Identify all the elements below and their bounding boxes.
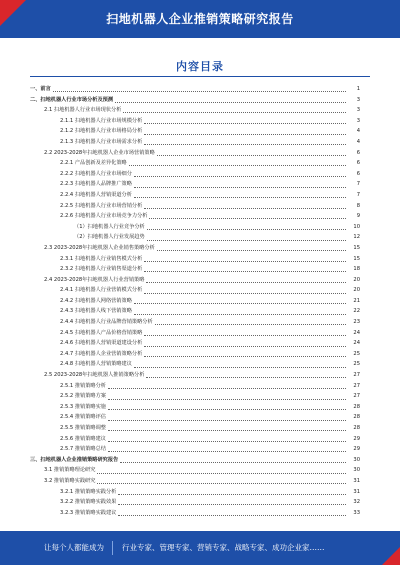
toc-entry[interactable] xyxy=(30,423,360,434)
toc-entry-page: 27 xyxy=(353,382,360,389)
toc-entry-label: 2.3 2023-2028年扫地机器人企业销售策略分析 xyxy=(44,244,155,251)
toc-leader-dots xyxy=(134,182,346,188)
toc-entry-page: 15 xyxy=(353,255,360,262)
toc-leader-dots xyxy=(149,213,346,219)
toc-entry-label: （2）扫地机器人行业发展趋势 xyxy=(74,234,145,241)
toc-leader-dots xyxy=(155,319,346,325)
toc-entry-page: 9 xyxy=(356,213,360,220)
toc-leader-dots xyxy=(144,330,346,336)
toc-entry-label: 2.2.6 扫地机器人行业市场竞争力分析 xyxy=(60,213,148,220)
toc-entry-label: 2.5.4 推销策略评估 xyxy=(60,414,106,421)
toc-leader-dots xyxy=(134,362,346,368)
toc-entry-page: 4 xyxy=(356,128,360,135)
toc-entry[interactable] xyxy=(30,232,360,243)
toc-entry-page: 1 xyxy=(356,86,360,92)
toc-entry[interactable] xyxy=(30,84,360,95)
toc-entry[interactable] xyxy=(30,211,360,222)
table-of-contents xyxy=(30,84,360,518)
toc-entry[interactable] xyxy=(30,275,360,286)
toc-entry-page: 21 xyxy=(353,297,360,304)
toc-leader-dots xyxy=(144,288,346,294)
toc-entry[interactable] xyxy=(30,126,360,137)
toc-entry-page: 32 xyxy=(353,499,360,506)
toc-entry-label: 一、前言 xyxy=(30,86,51,92)
toc-leader-dots xyxy=(108,383,346,389)
toc-entry[interactable] xyxy=(30,359,360,370)
toc-leader-dots xyxy=(115,97,346,103)
toc-entry[interactable] xyxy=(30,148,360,159)
toc-leader-dots xyxy=(147,224,346,230)
toc-entry-label: 2.5.1 推销策略分析 xyxy=(60,382,106,389)
toc-leader-dots xyxy=(134,298,346,304)
toc-leader-dots xyxy=(144,139,346,145)
toc-entry-page: 22 xyxy=(353,308,360,315)
toc-entry-label: 2.2.2 扫地机器人行业市场细分 xyxy=(60,170,132,177)
toc-entry[interactable] xyxy=(30,508,360,519)
toc-entry-label: 3.2.3 推销策略实践建议 xyxy=(60,509,117,516)
toc-entry-page: 28 xyxy=(353,414,360,421)
toc-entry-label: 2.5.3 推销策略实施 xyxy=(60,403,106,410)
toc-entry[interactable] xyxy=(30,179,360,190)
toc-entry-label: 2.4.4 扫地机器人行业品牌营销策略分析 xyxy=(60,319,153,326)
toc-entry-page: 3 xyxy=(356,96,360,103)
toc-leader-dots xyxy=(97,478,346,484)
toc-entry[interactable] xyxy=(30,105,360,116)
toc-entry-label: 2.2.5 扫地机器人行业市场营销分析 xyxy=(60,202,143,209)
toc-entry-page: 8 xyxy=(356,202,360,209)
toc-entry-page: 6 xyxy=(356,170,360,177)
toc-entry-label: 2.1.1 扫地机器人行业市场规模分析 xyxy=(60,117,143,124)
toc-entry-page: 33 xyxy=(353,509,360,516)
toc-entry-label: 2.3.2 扫地机器人行业销售渠道分析 xyxy=(60,266,143,273)
toc-leader-dots xyxy=(118,489,346,495)
toc-entry-page: 6 xyxy=(356,149,360,156)
toc-entry-label: 2.4.1 扫地机器人行业营销模式分析 xyxy=(60,287,143,294)
toc-entry[interactable] xyxy=(30,95,360,106)
toc-leader-dots xyxy=(144,256,346,262)
toc-entry[interactable] xyxy=(30,391,360,402)
toc-entry[interactable] xyxy=(30,169,360,180)
toc-entry[interactable] xyxy=(30,370,360,381)
toc-leader-dots xyxy=(108,425,346,431)
footer-divider xyxy=(112,541,113,555)
toc-entry[interactable] xyxy=(30,116,360,127)
toc-leader-dots xyxy=(120,457,346,463)
toc-leader-dots xyxy=(144,129,346,135)
toc-entry-label: （1）扫地机器人行业竞争分析 xyxy=(74,223,145,230)
toc-entry-page: 4 xyxy=(356,138,360,145)
header-banner xyxy=(0,0,400,38)
toc-leader-dots xyxy=(144,118,346,124)
toc-entry[interactable] xyxy=(30,434,360,445)
toc-leader-dots xyxy=(108,394,346,400)
toc-entry[interactable] xyxy=(30,190,360,201)
toc-leader-dots xyxy=(108,446,346,452)
toc-entry-label: 2.4.7 扫地机器人企业营销策略分析 xyxy=(60,350,143,357)
toc-entry[interactable] xyxy=(30,264,360,275)
toc-leader-dots xyxy=(157,245,346,251)
toc-entry[interactable] xyxy=(30,497,360,508)
toc-entry[interactable] xyxy=(30,465,360,476)
toc-leader-dots xyxy=(144,266,346,272)
toc-leader-dots xyxy=(147,235,346,241)
toc-leader-dots xyxy=(108,404,346,410)
toc-entry-label: 2.1.2 扫地机器人行业市场格局分析 xyxy=(60,128,143,135)
toc-entry-label: 2.4.3 扫地机器人线下营销策略 xyxy=(60,308,132,315)
toc-leader-dots xyxy=(123,107,346,113)
toc-entry-page: 7 xyxy=(356,191,360,198)
toc-leader-dots xyxy=(129,160,346,166)
toc-leader-dots xyxy=(146,277,346,283)
toc-entry-label: 2.2 2023-2028年扫地机器人企业市场营销策略 xyxy=(44,149,155,156)
footer-slogan: 让每个人都能成为 xyxy=(44,543,104,552)
toc-leader-dots xyxy=(108,415,346,421)
toc-entry[interactable] xyxy=(30,328,360,339)
toc-leader-dots xyxy=(134,192,346,198)
toc-entry[interactable] xyxy=(30,137,360,148)
toc-entry-label: 二、扫地机器人行业市场分析及预测 xyxy=(30,96,114,103)
toc-entry-page: 23 xyxy=(353,319,360,326)
toc-entry-label: 2.2.1 产品创新及差异化策略 xyxy=(60,160,127,167)
toc-entry-page: 31 xyxy=(353,477,360,484)
toc-leader-dots xyxy=(134,309,346,315)
toc-entry[interactable] xyxy=(30,201,360,212)
toc-entry[interactable] xyxy=(30,243,360,254)
toc-entry-label: 2.5.6 推销策略建议 xyxy=(60,435,106,442)
toc-entry-label: 3.1 推销策略理论研究 xyxy=(44,467,96,474)
toc-entry-label: 2.5.5 推销策略调整 xyxy=(60,425,106,431)
toc-entry-page: 25 xyxy=(353,350,360,357)
toc-entry[interactable] xyxy=(30,317,360,328)
toc-entry[interactable] xyxy=(30,381,360,392)
toc-entry[interactable] xyxy=(30,455,360,466)
toc-entry-page: 20 xyxy=(353,276,360,283)
toc-entry-label: 2.4.2 扫地机器人网络营销策略 xyxy=(60,297,132,304)
toc-entry[interactable] xyxy=(30,296,360,307)
footer-roles: 行业专家、管理专家、营销专家、战略专家、成功企业家…… xyxy=(122,543,325,552)
toc-leader-dots xyxy=(108,436,346,442)
toc-entry-page: 12 xyxy=(353,234,360,241)
toc-leader-dots xyxy=(146,372,346,378)
toc-entry-page: 20 xyxy=(353,287,360,294)
toc-entry-label: 3.2 推销策略实践研究 xyxy=(44,477,96,484)
toc-entry-page: 7 xyxy=(356,181,360,188)
toc-entry[interactable] xyxy=(30,476,360,487)
toc-entry[interactable] xyxy=(30,444,360,455)
toc-entry-page: 28 xyxy=(353,403,360,410)
toc-entry-label: 2.5.7 推销策略总结 xyxy=(60,446,106,453)
toc-entry-label: 3.2.1 推销策略实践分析 xyxy=(60,488,117,495)
toc-entry-page: 30 xyxy=(353,456,360,463)
toc-entry-page: 30 xyxy=(353,467,360,474)
toc-title: 内容目录 xyxy=(176,60,224,73)
toc-leader-dots xyxy=(118,510,346,516)
toc-entry-label: 2.4.5 扫地机器人产品价格营销策略 xyxy=(60,329,143,336)
toc-entry[interactable] xyxy=(30,402,360,413)
toc-entry-page: 18 xyxy=(353,266,360,273)
toc-entry[interactable] xyxy=(30,158,360,169)
toc-entry[interactable] xyxy=(30,254,360,265)
toc-leader-dots xyxy=(144,203,346,209)
toc-entry-label: 2.2.3 扫地机器人品牌推广策略 xyxy=(60,181,132,188)
toc-leader-dots xyxy=(144,351,346,357)
toc-entry[interactable] xyxy=(30,412,360,423)
toc-entry-page: 25 xyxy=(353,361,360,368)
toc-entry-page: 15 xyxy=(353,244,360,251)
toc-entry-label: 2.1 扫地机器人行业市场现状分析 xyxy=(44,107,122,114)
toc-entry-label: 2.5 2023-2028年扫地机器人推销策略分析 xyxy=(44,372,145,379)
toc-entry-page: 10 xyxy=(353,223,360,230)
toc-entry[interactable] xyxy=(30,285,360,296)
toc-entry[interactable] xyxy=(30,338,360,349)
toc-divider xyxy=(30,76,370,77)
toc-entry[interactable] xyxy=(30,349,360,360)
toc-entry-label: 2.5.2 推销策略方案 xyxy=(60,393,106,400)
toc-entry-label: 2.2.4 扫地机器人营销渠道分析 xyxy=(60,191,132,198)
report-title: 扫地机器人企业推销策略研究报告 xyxy=(106,12,294,26)
toc-leader-dots xyxy=(53,86,346,92)
toc-entry-page: 24 xyxy=(353,329,360,336)
toc-entry-label: 2.4.8 扫地机器人营销策略建议 xyxy=(60,361,132,368)
toc-entry-label: 3.2.2 推销策略实践效果 xyxy=(60,499,117,506)
toc-entry-page: 31 xyxy=(353,488,360,495)
toc-entry-page: 29 xyxy=(353,446,360,453)
toc-entry[interactable] xyxy=(30,222,360,233)
toc-entry-label: 三、扫地机器人企业推销策略研究报告 xyxy=(30,456,119,463)
toc-entry-page: 27 xyxy=(353,393,360,400)
toc-entry-page: 6 xyxy=(356,160,360,167)
toc-entry-page: 28 xyxy=(353,425,360,431)
toc-entry[interactable] xyxy=(30,487,360,498)
toc-leader-dots xyxy=(144,341,346,347)
toc-entry-label: 2.1.3 扫地机器人行业市场需求分析 xyxy=(60,138,143,145)
toc-entry-page: 3 xyxy=(356,117,360,124)
toc-leader-dots xyxy=(157,150,346,156)
toc-entry-label: 2.3.1 扫地机器人行业销售模式分析 xyxy=(60,255,143,262)
toc-entry-page: 3 xyxy=(356,107,360,114)
toc-entry[interactable] xyxy=(30,306,360,317)
toc-entry-page: 27 xyxy=(353,372,360,379)
toc-leader-dots xyxy=(97,468,346,474)
toc-leader-dots xyxy=(134,171,346,177)
footer-corner-ribbon xyxy=(382,547,400,565)
toc-entry-label: 2.4 2023-2028年扫地机器人行业营销策略 xyxy=(44,276,145,283)
toc-entry-page: 24 xyxy=(353,340,360,347)
toc-entry-page: 29 xyxy=(353,435,360,442)
footer-banner xyxy=(0,531,400,565)
toc-leader-dots xyxy=(118,499,346,505)
toc-entry-label: 2.4.6 扫地机器人营销渠道建设分析 xyxy=(60,340,143,347)
